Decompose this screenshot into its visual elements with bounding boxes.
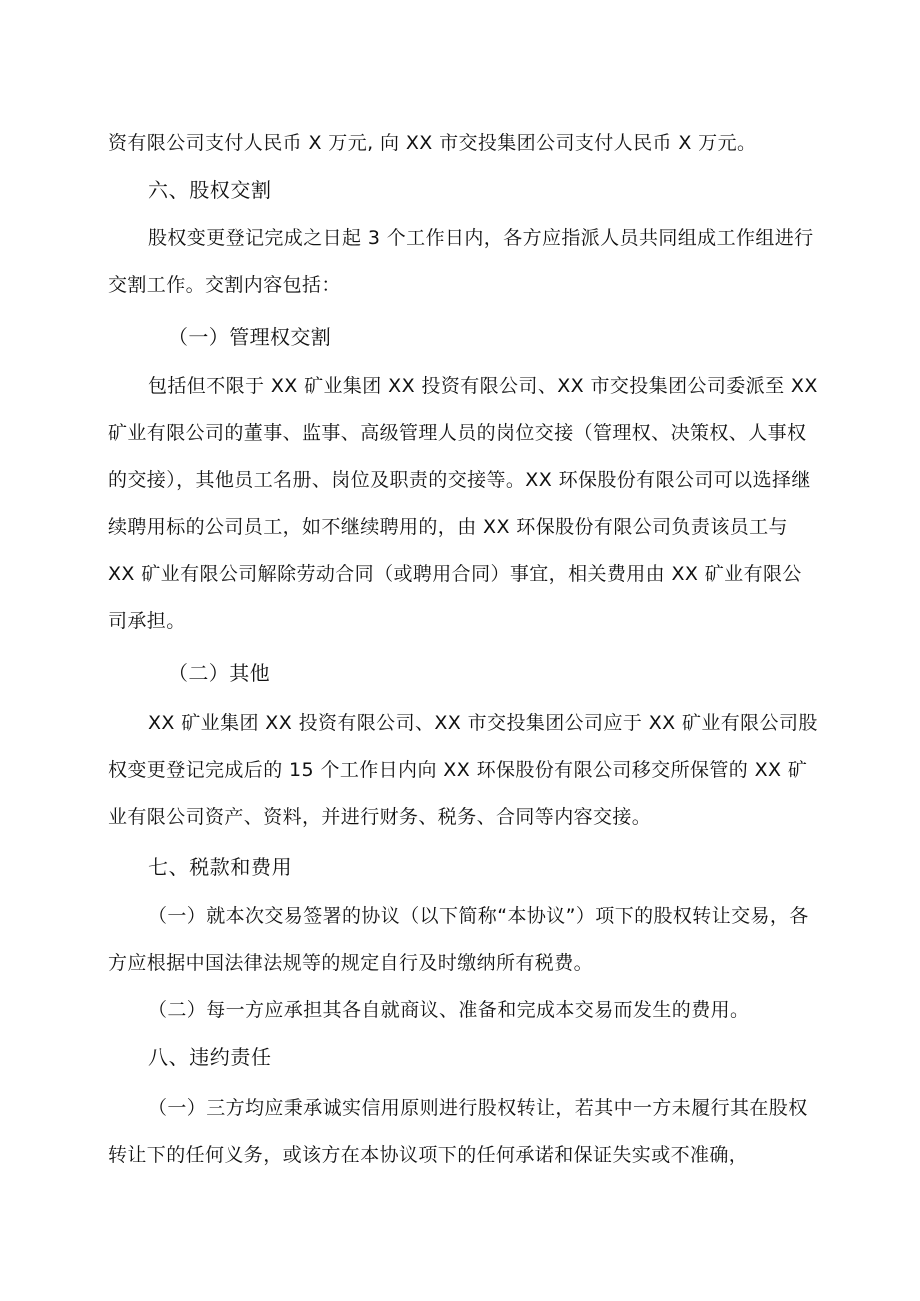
section-8-paragraph-1: （一）三方均应秉承诚实信用原则进行股权转让，若其中一方未履行其在股权转让下的任何义务，或该方在本协议项下的任何承诺和保证失实或不准确，	[108, 1097, 808, 1166]
section-7-paragraph-1: （一）就本次交易签署的协议（以下简称“本协议”）项下的股权转让交易，各方应根据中国法律法规等的规定自行及时缴纳所有税费。	[108, 905, 809, 974]
subsection-2-paragraph: XX 矿业集团 XX 投资有限公司、XX 市交投集团公司应于 XX 矿业有限公司股权变更登记完成后的 15 个工作日内向 XX 环保股份有限公司移交所保管的 XX 矿业有限公司资产、资料，并进行财务、税务、合同等内容交接。	[108, 712, 818, 828]
subsection-1-paragraph: 包括但不限于 XX 矿业集团 XX 投资有限公司、XX 市交投集团公司委派至 XX 矿业有限公司的董事、监事、高级管理人员的岗位交接（管理权、决策权、人事权的交接），其他员工名册、岗位及职责的交接等。XX 环保股份有限公司可以选择继续聘用标的公司员工，如不继续聘用的，由 XX 环保股份有限公司负责该员工与 XX 矿业有限公司解除劳动合同（或聘用合同）事宜，相关费用由 XX 矿业有限公司承担。	[108, 375, 818, 632]
para-payment-continuation: 资有限公司支付人民币 X 万元, 向 XX 市交投集团公司支付人民币 X 万元。	[108, 132, 757, 154]
section-6-heading: 六、股权交割	[148, 180, 272, 202]
section-7-heading: 七、税款和费用	[148, 857, 293, 879]
section-7-paragraph-2: （二）每一方应承担其各自就商议、准备和完成本交易而发生的费用。	[148, 999, 750, 1021]
section-6-paragraph: 股权变更登记完成之日起 3 个工作日内，各方应指派人员共同组成工作组进行交割工作。交割内容包括：	[108, 227, 814, 296]
section-8-heading: 八、违约责任	[148, 1047, 272, 1069]
subsection-1-heading: （一）管理权交割	[168, 327, 332, 349]
subsection-2-heading: （二）其他	[168, 663, 270, 685]
